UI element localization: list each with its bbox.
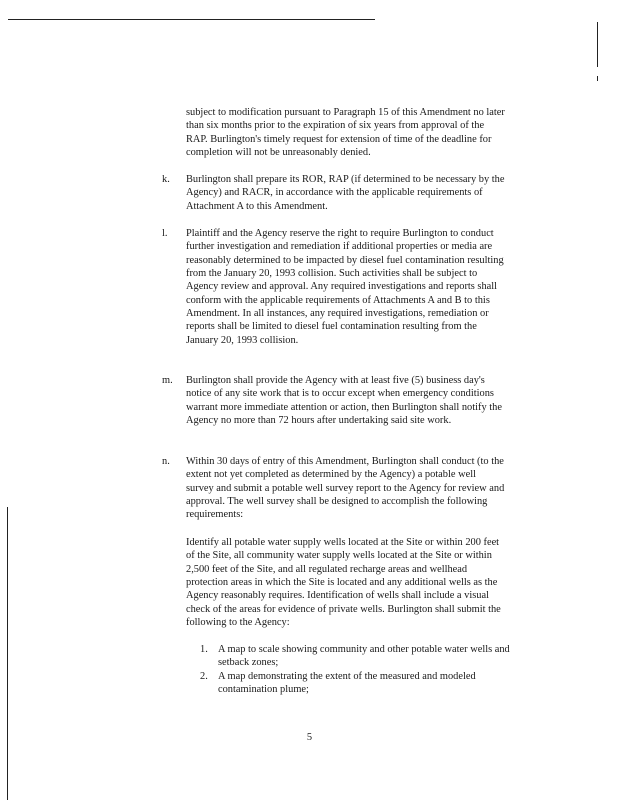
item-text: Plaintiff and the Agency reserve the right to require Burlington to conduct further investigation and remediation if additional properties or media are reasonably determined to be impacted by diesel fuel contamination resulting from the January 20, 1993 collision. Such activities shall be subject to Agency review and approval. Any required investigations and reports shall conform with the applicable requirements of Attachments A and B to this Amendment. In all instances, any required investigations, remediation or reports shall be limited to diesel fuel contamination resulting from the January 20, 1993 collision. bbox=[186, 228, 504, 346]
item-text: Within 30 days of entry of this Amendment, Burlington shall conduct (to the extent not yet completed as determined by the Agency) a potable well survey and submit a potable well survey report to the Agency for review and approval. The well survey shall be designed to accomplish the following requirements: bbox=[186, 456, 505, 521]
top-rule bbox=[8, 19, 375, 20]
item-text: Burlington shall prepare its ROR, RAP (if determined to be necessary by the Agency) and RACR, in accordance with the applicable requirements of Attachment A to this Amendment. bbox=[186, 174, 505, 212]
item-marker: n. bbox=[162, 456, 170, 467]
right-edge-tick bbox=[597, 76, 598, 81]
list-text: A map demonstrating the extent of the measured and modeled contamination plume; bbox=[218, 671, 476, 696]
left-edge-mark bbox=[7, 507, 8, 800]
item-marker: k. bbox=[162, 174, 170, 185]
right-edge-mark bbox=[597, 22, 598, 67]
list-number: 2. bbox=[200, 671, 208, 682]
list-text: A map to scale showing community and other potable water wells and setback zones; bbox=[218, 644, 510, 669]
intro-paragraph: subject to modification pursuant to Paragraph 15 of this Amendment no later than six months prior to the expiration of six years from approval of the RAP. Burlington's timely request for extension of time of the deadline for completion will not be unreasonably denied. bbox=[186, 107, 505, 159]
item-text: Burlington shall provide the Agency with at least five (5) business day's notice of any site work that is to occur except when emergency conditions warrant more immediate attention or action, then Burlington shall notify the Agency no more than 72 hours after undertaking said site work. bbox=[186, 375, 502, 427]
list-number: 1. bbox=[200, 644, 208, 655]
well-survey-paragraph: Identify all potable water supply wells located at the Site or within 200 feet of the Site, all community water supply wells located at the Site or within 2,500 feet of the Site, and all regulated recharge areas and wellhead protection areas in which the Site is located and any additional wells as the Agency reasonably requires. Identification of wells shall include a visual check of the areas for evidence of private wells. Burlington shall submit the following to the Agency: bbox=[186, 537, 501, 629]
item-marker: m. bbox=[162, 375, 173, 386]
item-marker: l. bbox=[162, 228, 168, 239]
page-number: 5 bbox=[306, 732, 313, 743]
